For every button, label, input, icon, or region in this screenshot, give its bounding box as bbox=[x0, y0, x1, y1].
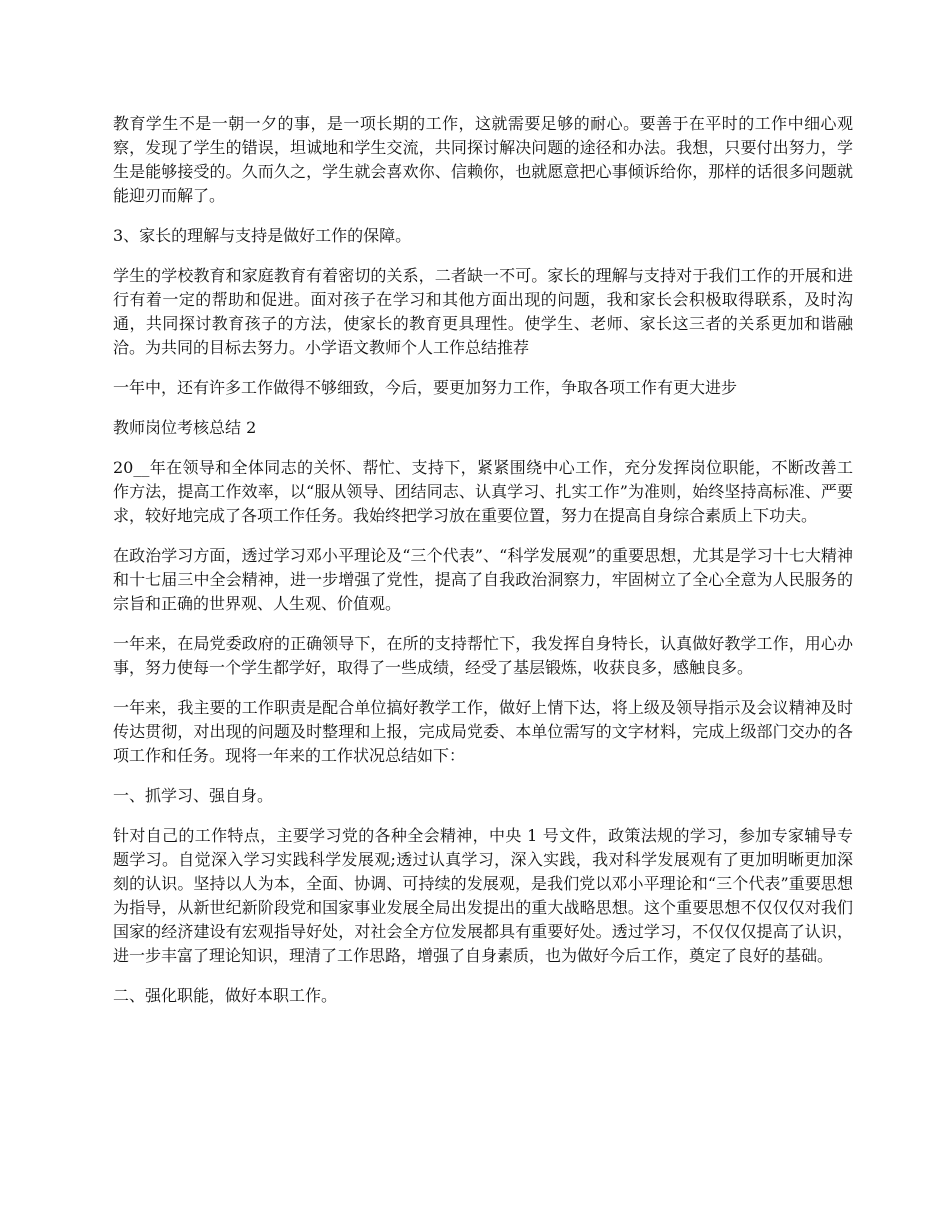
paragraph-intro: 20__年在领导和全体同志的关怀、帮忙、支持下，紧紧围绕中心工作，充分发挥岗位职能，不断改善工作方法，提高工作效率，以“服从领导、团结同志、认真学习、扎实工作”为准则，始终坚持高标准、严要求，较好地完成了各项工作任务。我始终把学习放在重要位置，努力在提高自身综合素质上下功夫。 bbox=[113, 458, 853, 525]
heading-parent-support: 3、家长的理解与支持是做好工作的保障。 bbox=[113, 226, 412, 245]
paragraph-year-review: 一年中，还有许多工作做得不够细致，今后，要更加努力工作，争取各项工作有更大进步 bbox=[113, 378, 738, 397]
paragraph-patience: 教育学生不是一朝一夕的事，是一项长期的工作，这就需要足够的耐心。要善于在平时的工作中细心观察，发现了学生的错误，坦诚地和学生交流，共同探讨解决问题的途径和办法。我想，只要付出努力，学生是能够接受的。久而久之，学生就会喜欢你、信赖你，也就愿意把心事倾诉给你，那样的话很多问题就能迎刃而解了。 bbox=[113, 114, 853, 205]
paragraph-study-details: 针对自己的工作特点，主要学习党的各种全会精神，中央 1 号文件，政策法规的学习，参加专家辅导专题学习。自觉深入学习实践科学发展观;透过认真学习，深入实践，我对科学发展观有了更加明晰更加深刻的认识。坚持以人为本，全面、协调、可持续的发展观，是我们党以邓小平理论和“三个代表”重要思想为指导，从新世纪新阶段党和国家事业发展全局出发提出的重大战略思想。这个重要思想不仅仅仅对我们国家的经济建设有宏观指导好处，对社会全方位发展都具有重要好处。透过学习，不仅仅仅提高了认识，进一步丰富了理论知识，理清了工作思路，增强了自身素质，也为做好今后工作，奠定了良好的基础。 bbox=[113, 826, 853, 965]
document-page bbox=[113, 112, 853, 1024]
heading-study: 一、抓学习、强自身。 bbox=[113, 786, 274, 805]
paragraph-year-teaching: 一年来，在局党委政府的正确领导下，在所的支持帮忙下，我发挥自身特长，认真做好教学工作，用心办事，努力使每一个学生都学好，取得了一些成绩，经受了基层锻炼，收获良多，感触良多。 bbox=[113, 634, 853, 677]
paragraph-duties: 一年来，我主要的工作职责是配合单位搞好教学工作，做好上情下达，将上级及领导指示及会议精神及时传达贯彻，对出现的问题及时整理和上报，完成局党委、本单位需写的文字材料，完成上级部门交办的各项工作和任务。现将一年来的工作状况总结如下： bbox=[113, 698, 853, 765]
section-title-teacher-review-2: 教师岗位考核总结 2 bbox=[113, 418, 257, 437]
heading-duty: 二、强化职能，做好本职工作。 bbox=[113, 986, 338, 1005]
paragraph-home-school: 学生的学校教育和家庭教育有着密切的关系，二者缺一不可。家长的理解与支持对于我们工作的开展和进行有着一定的帮助和促进。面对孩子在学习和其他方面出现的问题，我和家长会积极取得联系，及时沟通，共同探讨教育孩子的方法，使家长的教育更具理性。使学生、老师、家长这三者的关系更加和谐融洽。为共同的目标去努力。小学语文教师个人工作总结推荐 bbox=[113, 266, 853, 357]
paragraph-political-study: 在政治学习方面，透过学习邓小平理论及“三个代表”、“科学发展观”的重要思想，尤其是学习十七大精神和十七届三中全会精神，进一步增强了党性，提高了自我政治洞察力，牢固树立了全心全意为人民服务的宗旨和正确的世界观、人生观、价值观。 bbox=[113, 546, 853, 613]
